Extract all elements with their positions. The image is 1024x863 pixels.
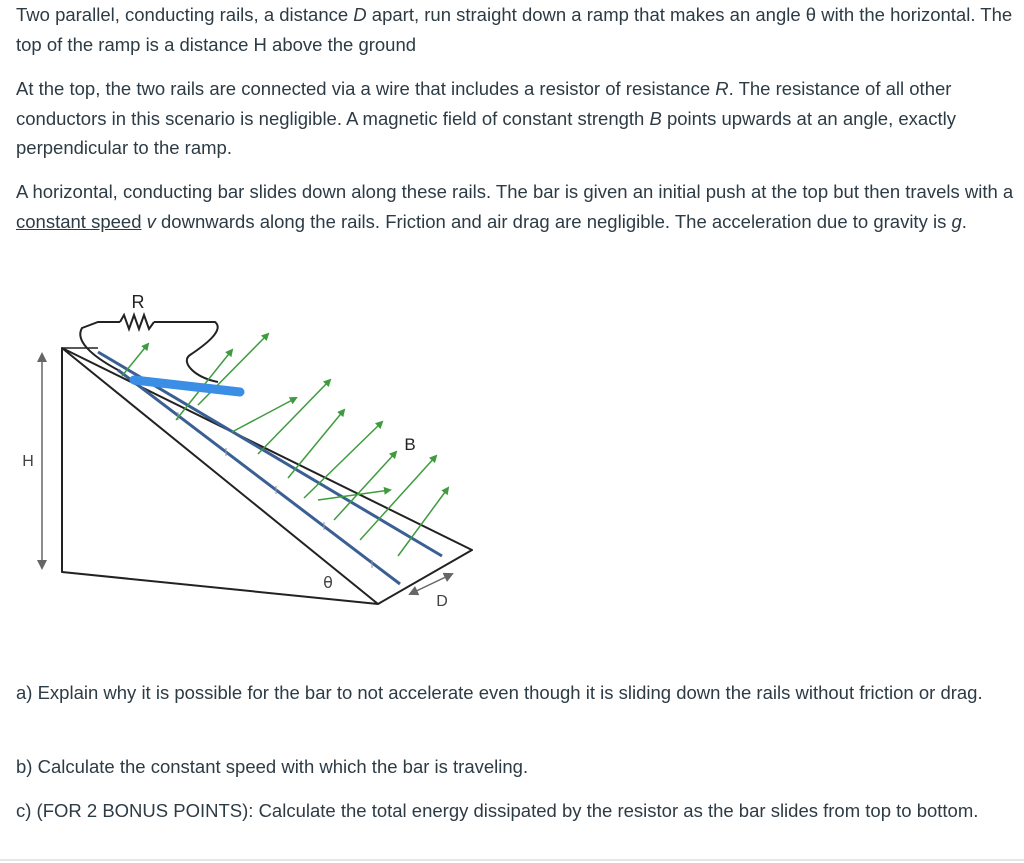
p1-text-3: with the horizontal. The top of the ramp is a distance H above the ground: [16, 4, 1013, 55]
underlined-constant-speed: constant speed: [16, 210, 142, 232]
symbol-g: g: [951, 210, 962, 232]
symbol-D: D: [353, 4, 367, 25]
p1-text-2: apart, run straight down a ramp that makes an angle: [366, 4, 806, 25]
paragraph-rails-setup: [16, 0, 1016, 59]
question-a: a) Explain why it is possible for the bar to not accelerate even though it is sliding down the rails without friction or drag.: [16, 682, 983, 703]
label-D: D: [436, 593, 448, 610]
question-b: b) Calculate the constant speed with which the bar is traveling.: [16, 756, 529, 777]
symbol-R: R: [715, 78, 729, 99]
symbol-theta: θ: [805, 4, 817, 25]
resistor-zigzag: [120, 315, 154, 329]
symbol-v: v: [141, 210, 156, 232]
divider: [0, 859, 1024, 861]
ramp-diagram: [0, 280, 520, 620]
paragraph-bar-motion: [16, 177, 1016, 236]
p3-text-1: A horizontal, conducting bar slides down along these rails. The bar is given an initial push at the top but then travels with a: [16, 181, 1014, 202]
ramp-wedge: [62, 348, 472, 604]
p2-text-2: . The resistance of all other conductors in this scenario is negligible. A magnetic field of constant strength: [16, 78, 952, 129]
label-B: B: [404, 435, 416, 454]
p1-text-1: Two parallel, conducting rails, a distance: [16, 4, 354, 25]
p3-text-3: .: [961, 210, 967, 232]
symbol-B: B: [649, 107, 662, 129]
question-c: c) (FOR 2 BONUS POINTS): Calculate the total energy dissipated by the resistor as the bar slides from top to bottom.: [16, 800, 979, 821]
p3-text-2: downwards along the rails. Friction and air drag are negligible. The acceleration due to gravity is: [155, 210, 952, 232]
label-R: R: [131, 292, 145, 312]
label-theta: θ: [323, 573, 333, 592]
paragraph-resistor-field: [16, 74, 1016, 163]
p2-text-3: points upwards at an angle, exactly perpendicular to the ramp.: [16, 107, 956, 158]
p2-text-1: At the top, the two rails are connected via a wire that includes a resistor of resistance: [16, 78, 716, 99]
label-H: H: [22, 453, 34, 470]
